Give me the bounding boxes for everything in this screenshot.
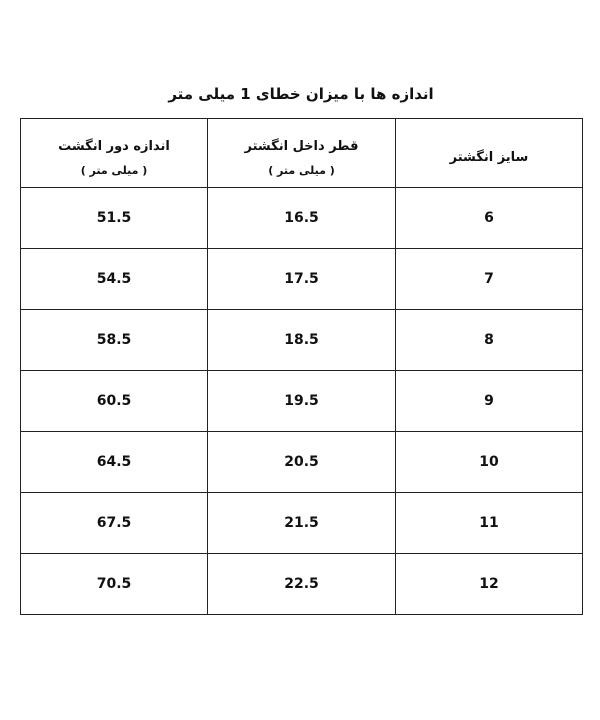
cell-ring-size: 8 <box>396 310 583 371</box>
cell-circumference: 54.5 <box>21 249 208 310</box>
cell-circumference: 64.5 <box>21 432 208 493</box>
cell-ring-size: 6 <box>396 188 583 249</box>
header-circumference <box>21 119 208 188</box>
table-row <box>21 310 583 371</box>
table-row <box>21 554 583 615</box>
header-circumference-title: اندازه دور انگشت <box>58 139 170 154</box>
table-caption: اندازه ها با میزان خطای 1 میلی متر <box>168 85 434 103</box>
header-circumference-unit: ( میلی متر ) <box>80 164 148 177</box>
table-row <box>21 249 583 310</box>
table-row <box>21 188 583 249</box>
header-diameter <box>208 119 396 188</box>
cell-diameter: 17.5 <box>208 249 396 310</box>
cell-circumference: 67.5 <box>21 493 208 554</box>
header-diameter-title: قطر داخل انگشتر <box>244 139 359 154</box>
cell-circumference: 60.5 <box>21 371 208 432</box>
cell-ring-size: 9 <box>396 371 583 432</box>
cell-ring-size: 7 <box>396 249 583 310</box>
cell-diameter: 16.5 <box>208 188 396 249</box>
cell-diameter: 20.5 <box>208 432 396 493</box>
header-diameter-unit: ( میلی متر ) <box>268 164 335 177</box>
header-ring-size <box>396 119 583 188</box>
header-row <box>21 119 583 188</box>
cell-circumference: 58.5 <box>21 310 208 371</box>
header-ring-size-title: سایز انگشتر <box>449 150 529 165</box>
table-row <box>21 371 583 432</box>
cell-diameter: 21.5 <box>208 493 396 554</box>
table-row <box>21 432 583 493</box>
cell-ring-size: 10 <box>396 432 583 493</box>
cell-circumference: 51.5 <box>21 188 208 249</box>
cell-diameter: 18.5 <box>208 310 396 371</box>
ring-size-table <box>20 118 583 615</box>
cell-ring-size: 11 <box>396 493 583 554</box>
cell-diameter: 19.5 <box>208 371 396 432</box>
table-row <box>21 493 583 554</box>
cell-circumference: 70.5 <box>21 554 208 615</box>
cell-diameter: 22.5 <box>208 554 396 615</box>
cell-ring-size: 12 <box>396 554 583 615</box>
